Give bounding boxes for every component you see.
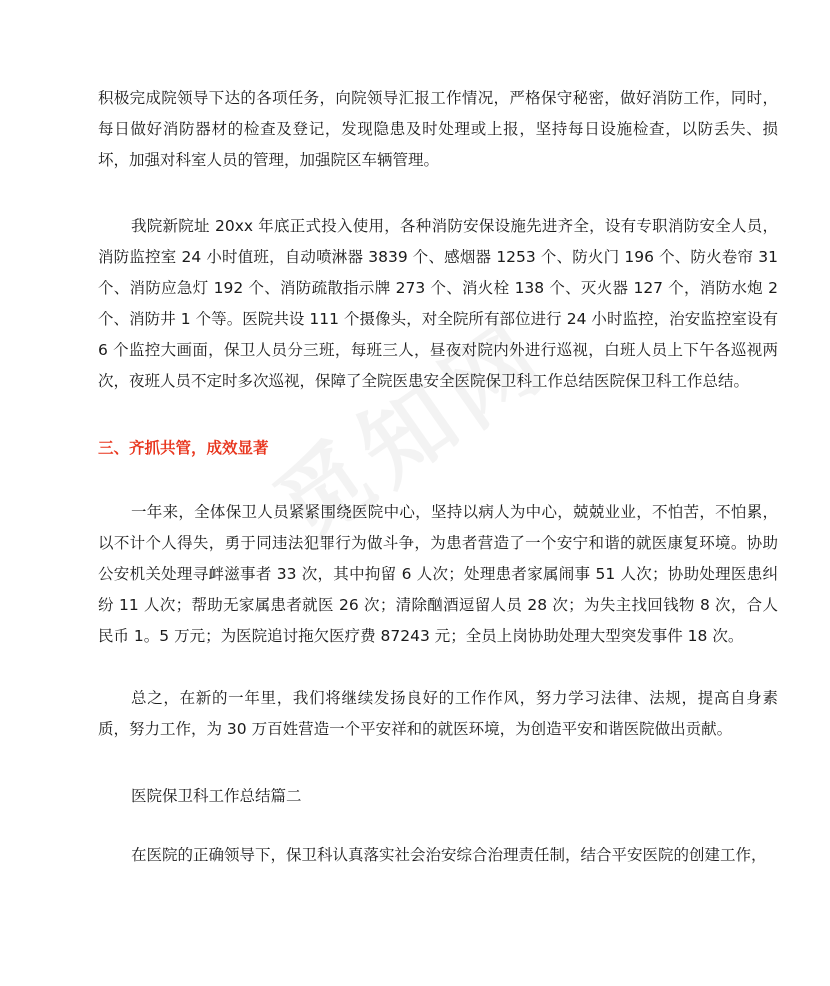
paragraph-conclusion: 总之，在新的一年里，我们将继续发扬良好的工作作风，努力学习法律、法规，提高自身素质，努力工作，为 30 万百姓营造一个平安祥和的就医环境，为创造平安和谐医院做出贡献。 (98, 689, 778, 738)
subtitle-part-two: 医院保卫科工作总结篇二 (131, 787, 302, 805)
section-heading: 三、齐抓共管，成效显著 (98, 439, 269, 457)
paragraph-facilities: 我院新院址 20xx 年底正式投入使用，各种消防安保设施先进齐全，设有专职消防安全人员，消防监控室 24 小时值班，自动喷淋器 3839 个、感烟器 1253 个、防火门 196 个、防火卷帘 31 个、消防应急灯 192 个、消防疏散指示牌 273 个、消火栓 138 个、灭火器 127 个，消防水炮 2 个、消防井 1 个等。医院共设 111 个摄像头，对全院所有部位进行 24 小时监控，治安监控室设有 6 个监控大画面，保卫人员分三班，每班三人，昼夜对院内外进行巡视，白班人员上下午各巡视两次，夜班人员不定时多次巡视，保障了全院医患安全医院保卫科工作总结医院保卫科工作总结。 (98, 217, 778, 390)
paragraph-duties: 积极完成院领导下达的各项任务，向院领导汇报工作情况，严格保守秘密，做好消防工作，同时，每日做好消防器材的检查及登记，发现隐患及时处理或上报，坚持每日设施检查，以防丢失、损坏，加强对科室人员的管理，加强院区车辆管理。 (98, 89, 778, 169)
paragraph-achievements: 一年来，全体保卫人员紧紧围绕医院中心，坚持以病人为中心，兢兢业业，不怕苦，不怕累，以不计个人得失，勇于同违法犯罪行为做斗争，为患者营造了一个安宁和谐的就医康复环境。协助公安机关处理寻衅滋事者 33 次，其中拘留 6 人次；处理患者家属闹事 51 人次；协助处理医患纠纷 11 人次；帮助无家属患者就医 26 次；清除酗酒逗留人员 28 次；为失主找回钱物 8 次，合人民币 1。5 万元；为医院追讨拖欠医疗费 87243 元；全员上岗协助处理大型突发事件 18 次。 (98, 503, 778, 645)
paragraph-part-two-intro: 在医院的正确领导下，保卫科认真落实社会治安综合治理责任制，结合平安医院的创建工作， (131, 846, 767, 864)
